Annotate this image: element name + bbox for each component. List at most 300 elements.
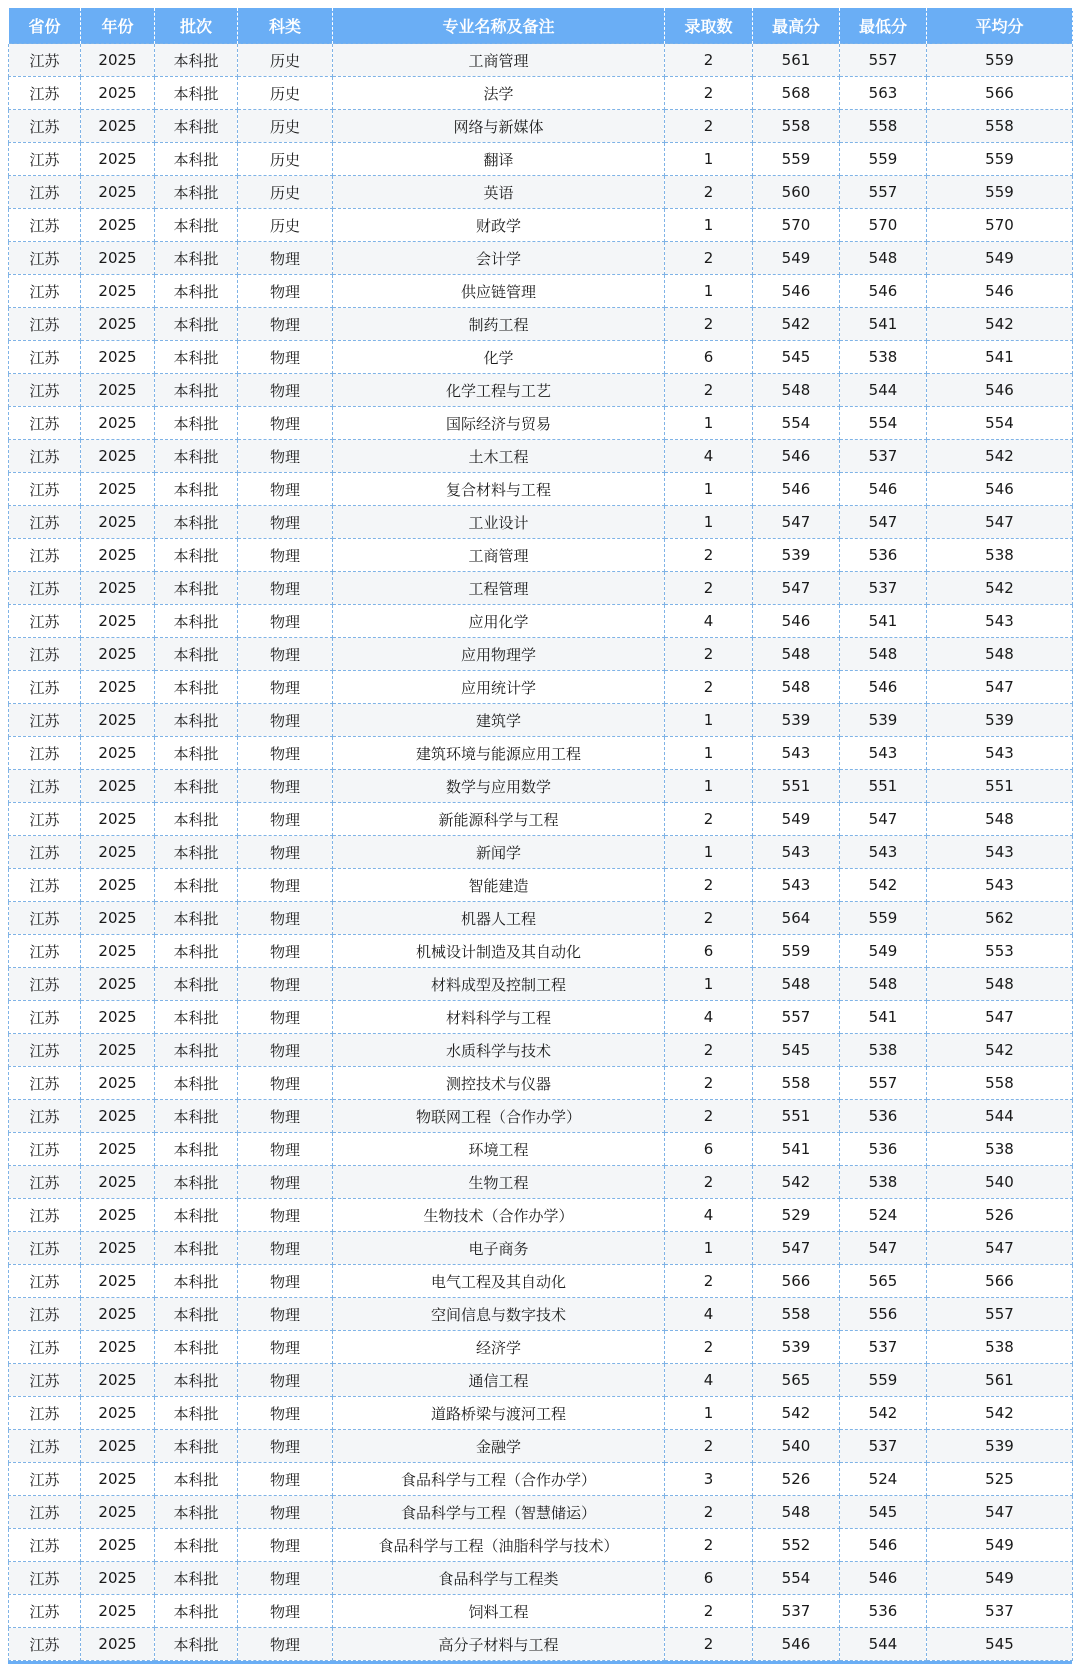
table-row [9, 1166, 1073, 1199]
batch-cell: 本科批 [155, 1628, 238, 1661]
major-cell: 应用统计学 [333, 671, 665, 704]
batch-cell: 本科批 [155, 407, 238, 440]
admitted-count-cell: 1 [665, 1397, 753, 1430]
province-cell: 江苏 [9, 572, 81, 605]
subject-type-cell: 物理 [238, 1562, 333, 1595]
subject-type-cell: 物理 [238, 1199, 333, 1232]
subject-type-cell: 物理 [238, 803, 333, 836]
table-row [9, 1199, 1073, 1232]
admitted-count-cell: 4 [665, 1298, 753, 1331]
table-row [9, 44, 1073, 77]
max-score-cell: 570 [753, 209, 840, 242]
subject-type-cell: 物理 [238, 242, 333, 275]
max-score-cell: 537 [753, 1595, 840, 1628]
major-cell: 食品科学与工程类 [333, 1562, 665, 1595]
major-cell: 电子商务 [333, 1232, 665, 1265]
subject-type-cell: 物理 [238, 671, 333, 704]
major-cell: 电气工程及其自动化 [333, 1265, 665, 1298]
province-cell: 江苏 [9, 1100, 81, 1133]
column-header-subject-type: 科类 [238, 8, 333, 44]
min-score-cell: 546 [840, 473, 927, 506]
min-score-cell: 563 [840, 77, 927, 110]
major-cell: 供应链管理 [333, 275, 665, 308]
admitted-count-cell: 2 [665, 1166, 753, 1199]
batch-cell: 本科批 [155, 1397, 238, 1430]
year-cell: 2025 [81, 473, 155, 506]
max-score-cell: 539 [753, 704, 840, 737]
admitted-count-cell: 2 [665, 1430, 753, 1463]
subject-type-cell: 物理 [238, 407, 333, 440]
subject-type-cell: 历史 [238, 110, 333, 143]
min-score-cell: 556 [840, 1298, 927, 1331]
subject-type-cell: 物理 [238, 1496, 333, 1529]
admitted-count-cell: 2 [665, 1595, 753, 1628]
province-cell: 江苏 [9, 1298, 81, 1331]
year-cell: 2025 [81, 671, 155, 704]
batch-cell: 本科批 [155, 1331, 238, 1364]
min-score-cell: 524 [840, 1463, 927, 1496]
batch-cell: 本科批 [155, 1496, 238, 1529]
table-row [9, 374, 1073, 407]
admitted-count-cell: 2 [665, 572, 753, 605]
table-row [9, 1463, 1073, 1496]
subject-type-cell: 物理 [238, 1100, 333, 1133]
column-header-avg-score: 平均分 [927, 8, 1073, 44]
table-row [9, 1034, 1073, 1067]
batch-cell: 本科批 [155, 1067, 238, 1100]
avg-score-cell: 538 [927, 1331, 1073, 1364]
avg-score-cell: 548 [927, 968, 1073, 1001]
avg-score-cell: 539 [927, 1430, 1073, 1463]
batch-cell: 本科批 [155, 77, 238, 110]
column-header-province: 省份 [9, 8, 81, 44]
max-score-cell: 548 [753, 374, 840, 407]
avg-score-cell: 542 [927, 308, 1073, 341]
admitted-count-cell: 2 [665, 44, 753, 77]
batch-cell: 本科批 [155, 704, 238, 737]
max-score-cell: 546 [753, 605, 840, 638]
column-header-year: 年份 [81, 8, 155, 44]
year-cell: 2025 [81, 242, 155, 275]
min-score-cell: 565 [840, 1265, 927, 1298]
admitted-count-cell: 2 [665, 539, 753, 572]
province-cell: 江苏 [9, 935, 81, 968]
admitted-count-cell: 4 [665, 605, 753, 638]
province-cell: 江苏 [9, 869, 81, 902]
admitted-count-cell: 2 [665, 308, 753, 341]
min-score-cell: 537 [840, 440, 927, 473]
major-cell: 通信工程 [333, 1364, 665, 1397]
province-cell: 江苏 [9, 308, 81, 341]
province-cell: 江苏 [9, 770, 81, 803]
min-score-cell: 547 [840, 506, 927, 539]
major-cell: 财政学 [333, 209, 665, 242]
batch-cell: 本科批 [155, 374, 238, 407]
subject-type-cell: 物理 [238, 737, 333, 770]
avg-score-cell: 547 [927, 1001, 1073, 1034]
table-row [9, 1067, 1073, 1100]
province-cell: 江苏 [9, 209, 81, 242]
table-row [9, 143, 1073, 176]
province-cell: 江苏 [9, 77, 81, 110]
avg-score-cell: 561 [927, 1364, 1073, 1397]
batch-cell: 本科批 [155, 638, 238, 671]
year-cell: 2025 [81, 539, 155, 572]
major-cell: 翻译 [333, 143, 665, 176]
max-score-cell: 545 [753, 1034, 840, 1067]
year-cell: 2025 [81, 737, 155, 770]
batch-cell: 本科批 [155, 1133, 238, 1166]
batch-cell: 本科批 [155, 605, 238, 638]
min-score-cell: 539 [840, 704, 927, 737]
province-cell: 江苏 [9, 704, 81, 737]
admitted-count-cell: 2 [665, 1265, 753, 1298]
batch-cell: 本科批 [155, 539, 238, 572]
min-score-cell: 559 [840, 143, 927, 176]
subject-type-cell: 物理 [238, 440, 333, 473]
batch-cell: 本科批 [155, 473, 238, 506]
batch-cell: 本科批 [155, 143, 238, 176]
major-cell: 会计学 [333, 242, 665, 275]
admitted-count-cell: 2 [665, 1067, 753, 1100]
avg-score-cell: 540 [927, 1166, 1073, 1199]
avg-score-cell: 538 [927, 1133, 1073, 1166]
table-row [9, 440, 1073, 473]
province-cell: 江苏 [9, 539, 81, 572]
subject-type-cell: 物理 [238, 1529, 333, 1562]
avg-score-cell: 559 [927, 176, 1073, 209]
province-cell: 江苏 [9, 242, 81, 275]
year-cell: 2025 [81, 1034, 155, 1067]
major-cell: 生物工程 [333, 1166, 665, 1199]
column-header-max-score: 最高分 [753, 8, 840, 44]
table-row [9, 1001, 1073, 1034]
table-row [9, 209, 1073, 242]
year-cell: 2025 [81, 506, 155, 539]
max-score-cell: 561 [753, 44, 840, 77]
min-score-cell: 544 [840, 1628, 927, 1661]
max-score-cell: 554 [753, 407, 840, 440]
year-cell: 2025 [81, 1100, 155, 1133]
year-cell: 2025 [81, 935, 155, 968]
avg-score-cell: 537 [927, 1595, 1073, 1628]
major-cell: 建筑环境与能源应用工程 [333, 737, 665, 770]
subject-type-cell: 物理 [238, 1331, 333, 1364]
min-score-cell: 557 [840, 1067, 927, 1100]
max-score-cell: 526 [753, 1463, 840, 1496]
province-cell: 江苏 [9, 1562, 81, 1595]
max-score-cell: 552 [753, 1529, 840, 1562]
table-row [9, 1529, 1073, 1562]
subject-type-cell: 物理 [238, 770, 333, 803]
province-cell: 江苏 [9, 1397, 81, 1430]
admitted-count-cell: 1 [665, 506, 753, 539]
major-cell: 英语 [333, 176, 665, 209]
min-score-cell: 536 [840, 539, 927, 572]
max-score-cell: 558 [753, 1298, 840, 1331]
subject-type-cell: 物理 [238, 1463, 333, 1496]
min-score-cell: 537 [840, 572, 927, 605]
subject-type-cell: 物理 [238, 1067, 333, 1100]
max-score-cell: 543 [753, 737, 840, 770]
subject-type-cell: 物理 [238, 704, 333, 737]
admitted-count-cell: 6 [665, 341, 753, 374]
admitted-count-cell: 2 [665, 1034, 753, 1067]
min-score-cell: 541 [840, 605, 927, 638]
subject-type-cell: 物理 [238, 1430, 333, 1463]
province-cell: 江苏 [9, 671, 81, 704]
admitted-count-cell: 1 [665, 209, 753, 242]
major-cell: 经济学 [333, 1331, 665, 1364]
max-score-cell: 546 [753, 1628, 840, 1661]
year-cell: 2025 [81, 1001, 155, 1034]
admitted-count-cell: 2 [665, 110, 753, 143]
subject-type-cell: 物理 [238, 1034, 333, 1067]
province-cell: 江苏 [9, 1331, 81, 1364]
table-row [9, 605, 1073, 638]
min-score-cell: 536 [840, 1133, 927, 1166]
subject-type-cell: 历史 [238, 176, 333, 209]
avg-score-cell: 545 [927, 1628, 1073, 1661]
table-row [9, 1364, 1073, 1397]
min-score-cell: 570 [840, 209, 927, 242]
subject-type-cell: 物理 [238, 275, 333, 308]
year-cell: 2025 [81, 836, 155, 869]
province-cell: 江苏 [9, 1067, 81, 1100]
admitted-count-cell: 4 [665, 440, 753, 473]
admitted-count-cell: 4 [665, 1001, 753, 1034]
subject-type-cell: 物理 [238, 374, 333, 407]
year-cell: 2025 [81, 209, 155, 242]
province-cell: 江苏 [9, 341, 81, 374]
year-cell: 2025 [81, 1562, 155, 1595]
major-cell: 工商管理 [333, 539, 665, 572]
avg-score-cell: 548 [927, 803, 1073, 836]
admitted-count-cell: 4 [665, 1199, 753, 1232]
admitted-count-cell: 1 [665, 275, 753, 308]
year-cell: 2025 [81, 1166, 155, 1199]
admitted-count-cell: 3 [665, 1463, 753, 1496]
subject-type-cell: 物理 [238, 1628, 333, 1661]
subject-type-cell: 物理 [238, 638, 333, 671]
year-cell: 2025 [81, 1067, 155, 1100]
year-cell: 2025 [81, 1628, 155, 1661]
admitted-count-cell: 2 [665, 176, 753, 209]
batch-cell: 本科批 [155, 176, 238, 209]
batch-cell: 本科批 [155, 737, 238, 770]
year-cell: 2025 [81, 1298, 155, 1331]
column-header-major: 专业名称及备注 [333, 8, 665, 44]
table-row [9, 1430, 1073, 1463]
province-cell: 江苏 [9, 1265, 81, 1298]
major-cell: 法学 [333, 77, 665, 110]
year-cell: 2025 [81, 1364, 155, 1397]
year-cell: 2025 [81, 1496, 155, 1529]
min-score-cell: 546 [840, 1529, 927, 1562]
avg-score-cell: 547 [927, 671, 1073, 704]
table-row [9, 1628, 1073, 1661]
avg-score-cell: 542 [927, 1034, 1073, 1067]
province-cell: 江苏 [9, 110, 81, 143]
batch-cell: 本科批 [155, 110, 238, 143]
admitted-count-cell: 2 [665, 374, 753, 407]
batch-cell: 本科批 [155, 242, 238, 275]
province-cell: 江苏 [9, 1628, 81, 1661]
subject-type-cell: 物理 [238, 506, 333, 539]
major-cell: 测控技术与仪器 [333, 1067, 665, 1100]
year-cell: 2025 [81, 308, 155, 341]
batch-cell: 本科批 [155, 1166, 238, 1199]
table-row [9, 242, 1073, 275]
max-score-cell: 542 [753, 1397, 840, 1430]
admitted-count-cell: 2 [665, 671, 753, 704]
subject-type-cell: 物理 [238, 1364, 333, 1397]
subject-type-cell: 物理 [238, 968, 333, 1001]
table-row [9, 869, 1073, 902]
max-score-cell: 557 [753, 1001, 840, 1034]
max-score-cell: 547 [753, 572, 840, 605]
year-cell: 2025 [81, 1331, 155, 1364]
batch-cell: 本科批 [155, 209, 238, 242]
table-row [9, 1397, 1073, 1430]
table-row [9, 77, 1073, 110]
max-score-cell: 559 [753, 143, 840, 176]
province-cell: 江苏 [9, 1595, 81, 1628]
province-cell: 江苏 [9, 143, 81, 176]
batch-cell: 本科批 [155, 1034, 238, 1067]
max-score-cell: 558 [753, 1067, 840, 1100]
max-score-cell: 529 [753, 1199, 840, 1232]
year-cell: 2025 [81, 1397, 155, 1430]
admitted-count-cell: 2 [665, 803, 753, 836]
min-score-cell: 548 [840, 638, 927, 671]
batch-cell: 本科批 [155, 1199, 238, 1232]
min-score-cell: 537 [840, 1430, 927, 1463]
min-score-cell: 538 [840, 341, 927, 374]
max-score-cell: 547 [753, 1232, 840, 1265]
year-cell: 2025 [81, 968, 155, 1001]
table-row [9, 737, 1073, 770]
major-cell: 智能建造 [333, 869, 665, 902]
max-score-cell: 551 [753, 770, 840, 803]
batch-cell: 本科批 [155, 1298, 238, 1331]
year-cell: 2025 [81, 1133, 155, 1166]
avg-score-cell: 546 [927, 275, 1073, 308]
avg-score-cell: 549 [927, 242, 1073, 275]
year-cell: 2025 [81, 341, 155, 374]
batch-cell: 本科批 [155, 1463, 238, 1496]
avg-score-cell: 539 [927, 704, 1073, 737]
major-cell: 材料成型及控制工程 [333, 968, 665, 1001]
avg-score-cell: 547 [927, 1496, 1073, 1529]
subject-type-cell: 历史 [238, 209, 333, 242]
year-cell: 2025 [81, 770, 155, 803]
subject-type-cell: 物理 [238, 1298, 333, 1331]
min-score-cell: 538 [840, 1034, 927, 1067]
batch-cell: 本科批 [155, 869, 238, 902]
province-cell: 江苏 [9, 440, 81, 473]
max-score-cell: 548 [753, 1496, 840, 1529]
major-cell: 工业设计 [333, 506, 665, 539]
batch-cell: 本科批 [155, 341, 238, 374]
batch-cell: 本科批 [155, 803, 238, 836]
admitted-count-cell: 1 [665, 1232, 753, 1265]
table-row [9, 1331, 1073, 1364]
batch-cell: 本科批 [155, 836, 238, 869]
batch-cell: 本科批 [155, 1595, 238, 1628]
table-row [9, 539, 1073, 572]
batch-cell: 本科批 [155, 1562, 238, 1595]
major-cell: 数学与应用数学 [333, 770, 665, 803]
batch-cell: 本科批 [155, 308, 238, 341]
province-cell: 江苏 [9, 1199, 81, 1232]
max-score-cell: 543 [753, 869, 840, 902]
major-cell: 环境工程 [333, 1133, 665, 1166]
min-score-cell: 548 [840, 968, 927, 1001]
subject-type-cell: 物理 [238, 473, 333, 506]
min-score-cell: 524 [840, 1199, 927, 1232]
table-row [9, 506, 1073, 539]
subject-type-cell: 物理 [238, 935, 333, 968]
subject-type-cell: 物理 [238, 902, 333, 935]
subject-type-cell: 物理 [238, 836, 333, 869]
admitted-count-cell: 6 [665, 935, 753, 968]
year-cell: 2025 [81, 176, 155, 209]
batch-cell: 本科批 [155, 902, 238, 935]
min-score-cell: 541 [840, 1001, 927, 1034]
subject-type-cell: 物理 [238, 308, 333, 341]
province-cell: 江苏 [9, 1001, 81, 1034]
major-cell: 机器人工程 [333, 902, 665, 935]
max-score-cell: 566 [753, 1265, 840, 1298]
avg-score-cell: 559 [927, 44, 1073, 77]
max-score-cell: 548 [753, 968, 840, 1001]
table-row [9, 308, 1073, 341]
max-score-cell: 540 [753, 1430, 840, 1463]
column-header-min-score: 最低分 [840, 8, 927, 44]
table-row [9, 1562, 1073, 1595]
year-cell: 2025 [81, 704, 155, 737]
admitted-count-cell: 2 [665, 902, 753, 935]
table-row [9, 1265, 1073, 1298]
batch-cell: 本科批 [155, 506, 238, 539]
batch-cell: 本科批 [155, 1265, 238, 1298]
province-cell: 江苏 [9, 44, 81, 77]
avg-score-cell: 538 [927, 539, 1073, 572]
major-cell: 材料科学与工程 [333, 1001, 665, 1034]
table-row [9, 1496, 1073, 1529]
year-cell: 2025 [81, 638, 155, 671]
year-cell: 2025 [81, 1232, 155, 1265]
admitted-count-cell: 6 [665, 1133, 753, 1166]
batch-cell: 本科批 [155, 1001, 238, 1034]
min-score-cell: 544 [840, 374, 927, 407]
admitted-count-cell: 1 [665, 770, 753, 803]
batch-cell: 本科批 [155, 1430, 238, 1463]
province-cell: 江苏 [9, 836, 81, 869]
major-cell: 国际经济与贸易 [333, 407, 665, 440]
subject-type-cell: 物理 [238, 1595, 333, 1628]
max-score-cell: 565 [753, 1364, 840, 1397]
min-score-cell: 536 [840, 1100, 927, 1133]
avg-score-cell: 566 [927, 77, 1073, 110]
subject-type-cell: 物理 [238, 605, 333, 638]
year-cell: 2025 [81, 1595, 155, 1628]
admitted-count-cell: 1 [665, 473, 753, 506]
province-cell: 江苏 [9, 1364, 81, 1397]
admission-scores-table-wrap [8, 8, 1072, 1661]
max-score-cell: 542 [753, 1166, 840, 1199]
